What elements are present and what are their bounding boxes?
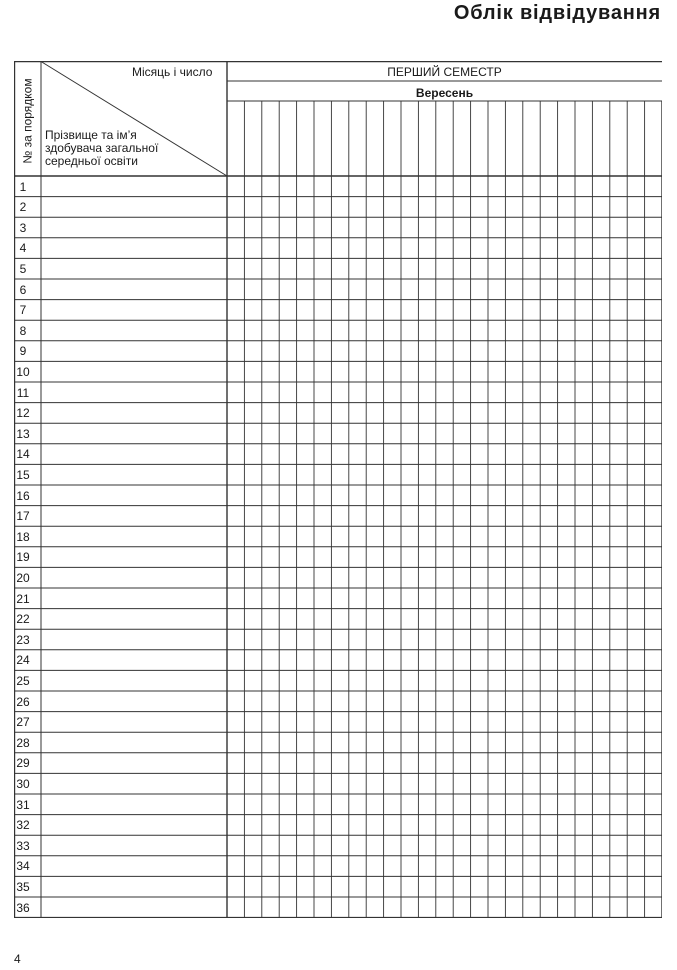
month-header: Вересень (415, 86, 474, 100)
row-number-cell: 17 (16, 509, 30, 524)
row-number-cell: 29 (16, 756, 30, 771)
row-number-cell: 2 (19, 200, 27, 215)
student-name-header (45, 129, 158, 168)
row-number-cell: 4 (19, 241, 27, 256)
page-title: Облік відвідування (453, 2, 661, 24)
row-number-cell: 34 (16, 859, 30, 874)
row-number-cell: 12 (16, 406, 30, 421)
student-name-header-line: середньої освіти (45, 154, 138, 168)
month-day-header: Місяць і число (132, 65, 213, 79)
row-number-cell: 19 (16, 550, 30, 565)
row-number-cell: 7 (19, 303, 27, 318)
row-number-cell: 33 (16, 838, 30, 853)
row-number-cell: 36 (16, 900, 30, 915)
row-number-cell: 32 (16, 818, 30, 833)
row-number-cell: 21 (16, 591, 30, 606)
row-number-cell: 3 (19, 220, 27, 235)
row-number-cell: 5 (19, 261, 27, 276)
row-number-cell: 23 (16, 632, 30, 647)
row-number-cell: 8 (19, 323, 27, 338)
row-number-cell: 30 (16, 776, 30, 791)
row-number-header-label: № за порядком (21, 77, 35, 164)
row-number-cell: 25 (16, 673, 30, 688)
row-number-cell: 6 (19, 282, 27, 297)
page-number: 4 (14, 952, 21, 966)
row-number-cell: 31 (16, 797, 30, 812)
table-grid (14, 61, 662, 918)
row-number-cell: 14 (16, 447, 30, 462)
row-number-cell: 27 (16, 715, 30, 730)
attendance-table (14, 61, 662, 918)
row-number-header (15, 64, 41, 177)
row-number-cell: 1 (19, 179, 27, 194)
student-name-header-line: Прізвище та ім’я (45, 128, 137, 142)
semester-header: ПЕРШИЙ СЕМЕСТР (387, 65, 502, 79)
row-number-cell: 18 (16, 529, 30, 544)
row-number-cell: 22 (16, 612, 30, 627)
row-number-cell: 11 (16, 385, 30, 400)
row-number-cell: 13 (16, 426, 30, 441)
row-number-cell: 10 (16, 364, 30, 379)
student-name-header-line: здобувача загальної (45, 141, 159, 155)
row-number-cell: 9 (19, 344, 27, 359)
row-number-cell: 24 (16, 653, 30, 668)
row-number-cell: 15 (16, 467, 30, 482)
row-number-cell: 35 (16, 879, 30, 894)
row-number-cell: 20 (16, 570, 30, 585)
row-number-cell: 16 (16, 488, 30, 503)
row-number-cell: 26 (16, 694, 30, 709)
row-number-cell: 28 (16, 735, 30, 750)
